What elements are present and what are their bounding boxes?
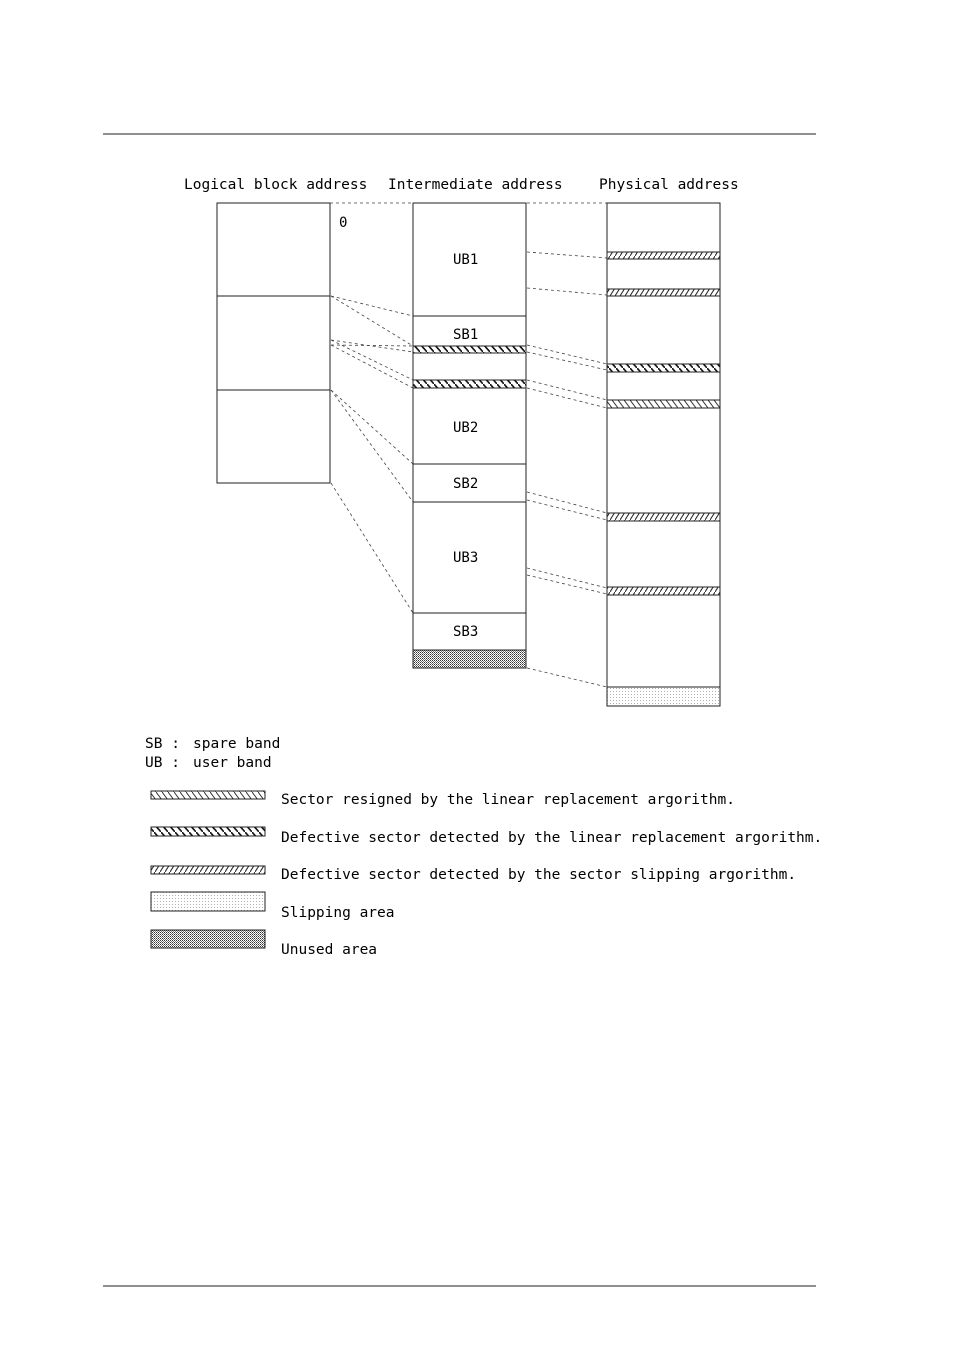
label-sb1: SB1 [453, 327, 479, 343]
label-sb2: SB2 [453, 476, 479, 492]
mapping-lines [330, 203, 607, 687]
legend-label: Defective sector detected by the linear replacement argorithm. [281, 830, 823, 846]
legend-swatch-unused-area [151, 930, 265, 948]
label-ub2: UB2 [453, 420, 479, 436]
legend [151, 791, 265, 948]
defective-linear-sector [413, 380, 526, 388]
zero-label: 0 [339, 215, 348, 231]
label-ub3: UB3 [453, 550, 479, 566]
logical-column [217, 203, 330, 483]
abbr-value: user band [193, 755, 272, 771]
abbr-key: UB : [145, 755, 180, 771]
legend-swatch-defective-linear [151, 827, 265, 836]
logical-block [217, 203, 330, 296]
logical-title: Logical block address [184, 177, 368, 193]
sector-gap [413, 353, 526, 380]
label-sb3: SB3 [453, 624, 479, 640]
defective-slipping-sector [607, 289, 720, 296]
sector-resigned [607, 400, 720, 408]
defective-slipping-sector [607, 587, 720, 595]
logical-block [217, 390, 330, 483]
slipping-area [607, 687, 720, 706]
legend-swatch-sector-resigned [151, 791, 265, 799]
legend-label: Sector resigned by the linear replacement argorithm. [281, 792, 735, 808]
defective-linear-sector [607, 364, 720, 372]
physical-column [607, 203, 720, 706]
defective-slipping-sector [607, 513, 720, 521]
abbr-key: SB : [145, 736, 180, 752]
label-ub1: UB1 [453, 252, 479, 268]
defective-linear-sector [413, 346, 526, 353]
abbr-value: spare band [193, 736, 281, 752]
legend-swatch-slipping-area [151, 892, 265, 911]
physical-outline [607, 203, 720, 706]
legend-label: Unused area [281, 942, 378, 958]
defective-slipping-sector [607, 252, 720, 259]
logical-block [217, 296, 330, 390]
legend-label: Defective sector detected by the sector slipping argorithm. [281, 867, 797, 883]
intermediate-title: Intermediate address [388, 177, 563, 193]
abbreviations [145, 736, 280, 771]
legend-label: Slipping area [281, 905, 395, 921]
unused-area [413, 650, 526, 668]
physical-title: Physical address [599, 177, 739, 193]
legend-swatch-defective-slipping [151, 866, 265, 874]
